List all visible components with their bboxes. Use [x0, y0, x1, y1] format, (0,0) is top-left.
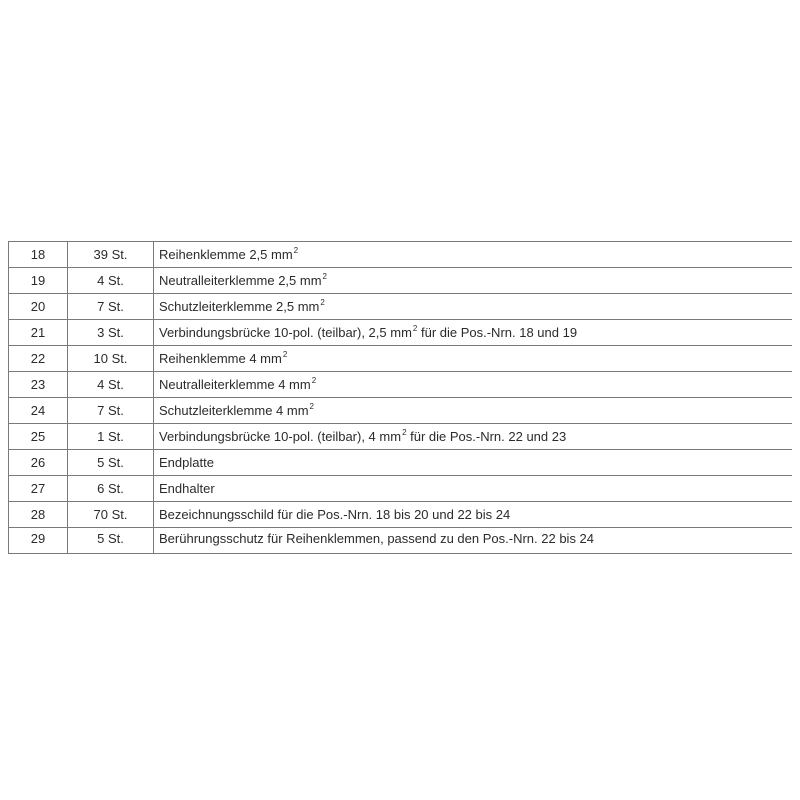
description-text: Endplatte — [159, 455, 214, 470]
description-text: Schutzleiterklemme 4 mm — [159, 403, 309, 418]
quantity-cell: 4 St. — [68, 372, 154, 398]
superscript: 2 — [311, 376, 317, 385]
description-text: Verbindungsbrücke 10-pol. (teilbar), 2,5 mm — [159, 325, 412, 340]
superscript: 2 — [402, 428, 407, 437]
superscript: 2 — [309, 402, 314, 411]
position-cell: 25 — [9, 424, 68, 450]
position-cell: 20 — [9, 294, 68, 320]
table-row — [9, 294, 793, 320]
description-cell — [154, 424, 793, 450]
position-cell: 28 — [9, 502, 68, 528]
table-row — [9, 242, 793, 268]
description-cell — [154, 242, 793, 268]
position-cell: 26 — [9, 450, 68, 476]
quantity-cell: 10 St. — [68, 346, 154, 372]
description-cell — [154, 346, 793, 372]
superscript: 2 — [282, 350, 288, 359]
position-cell: 22 — [9, 346, 68, 372]
superscript: 2 — [412, 324, 418, 333]
superscript: 2 — [322, 272, 327, 281]
description-suffix: für die Pos.-Nrn. 18 und 19 — [417, 325, 578, 340]
description-text: Berührungsschutz für Reihenklemmen, passend zu den Pos.-Nrn. 22 bis 24 — [159, 530, 595, 546]
quantity-cell: 5 St. — [68, 450, 154, 476]
position-cell: 21 — [9, 320, 68, 346]
description-cell — [154, 502, 793, 528]
table-row — [9, 476, 793, 502]
table-row — [9, 502, 793, 528]
description-cell — [154, 372, 793, 398]
parts-list-body — [9, 242, 793, 554]
description-cell — [154, 450, 793, 476]
description-text: Reihenklemme 2,5 mm — [159, 247, 293, 262]
quantity-cell: 39 St. — [68, 242, 154, 268]
description-cell — [154, 320, 793, 346]
position-cell: 29 — [9, 528, 68, 554]
description-text: Bezeichnungsschild für die Pos.-Nrn. 18 bis 20 und 22 bis 24 — [159, 507, 511, 522]
superscript: 2 — [320, 298, 325, 307]
position-cell: 23 — [9, 372, 68, 398]
table-row — [9, 450, 793, 476]
table-row — [9, 346, 793, 372]
description-text: Endhalter — [159, 481, 215, 496]
description-cell — [154, 268, 793, 294]
position-cell: 27 — [9, 476, 68, 502]
description-text: Reihenklemme 4 mm — [159, 351, 282, 366]
table-row — [9, 398, 793, 424]
table-row — [9, 528, 793, 554]
quantity-cell: 1 St. — [68, 424, 154, 450]
description-text: Neutralleiterklemme 2,5 mm — [159, 273, 322, 288]
description-cell — [154, 398, 793, 424]
position-cell: 19 — [9, 268, 68, 294]
table-row — [9, 424, 793, 450]
quantity-cell: 7 St. — [68, 398, 154, 424]
position-cell: 24 — [9, 398, 68, 424]
description-cell — [154, 294, 793, 320]
superscript: 2 — [293, 246, 299, 255]
description-text: Neutralleiterklemme 4 mm — [159, 377, 311, 392]
quantity-cell: 7 St. — [68, 294, 154, 320]
quantity-cell: 6 St. — [68, 476, 154, 502]
description-text: Schutzleiterklemme 2,5 mm — [159, 299, 320, 314]
position-cell: 18 — [9, 242, 68, 268]
table-row — [9, 372, 793, 398]
quantity-cell: 3 St. — [68, 320, 154, 346]
parts-list-table — [8, 241, 792, 554]
description-text: Verbindungsbrücke 10-pol. (teilbar), 4 mm — [159, 429, 402, 444]
table-row — [9, 268, 793, 294]
description-cell — [154, 476, 793, 502]
quantity-cell: 70 St. — [68, 502, 154, 528]
description-suffix: für die Pos.-Nrn. 22 und 23 — [406, 429, 567, 444]
table-row — [9, 320, 793, 346]
quantity-cell: 5 St. — [68, 528, 154, 554]
description-cell — [154, 528, 793, 554]
quantity-cell: 4 St. — [68, 268, 154, 294]
